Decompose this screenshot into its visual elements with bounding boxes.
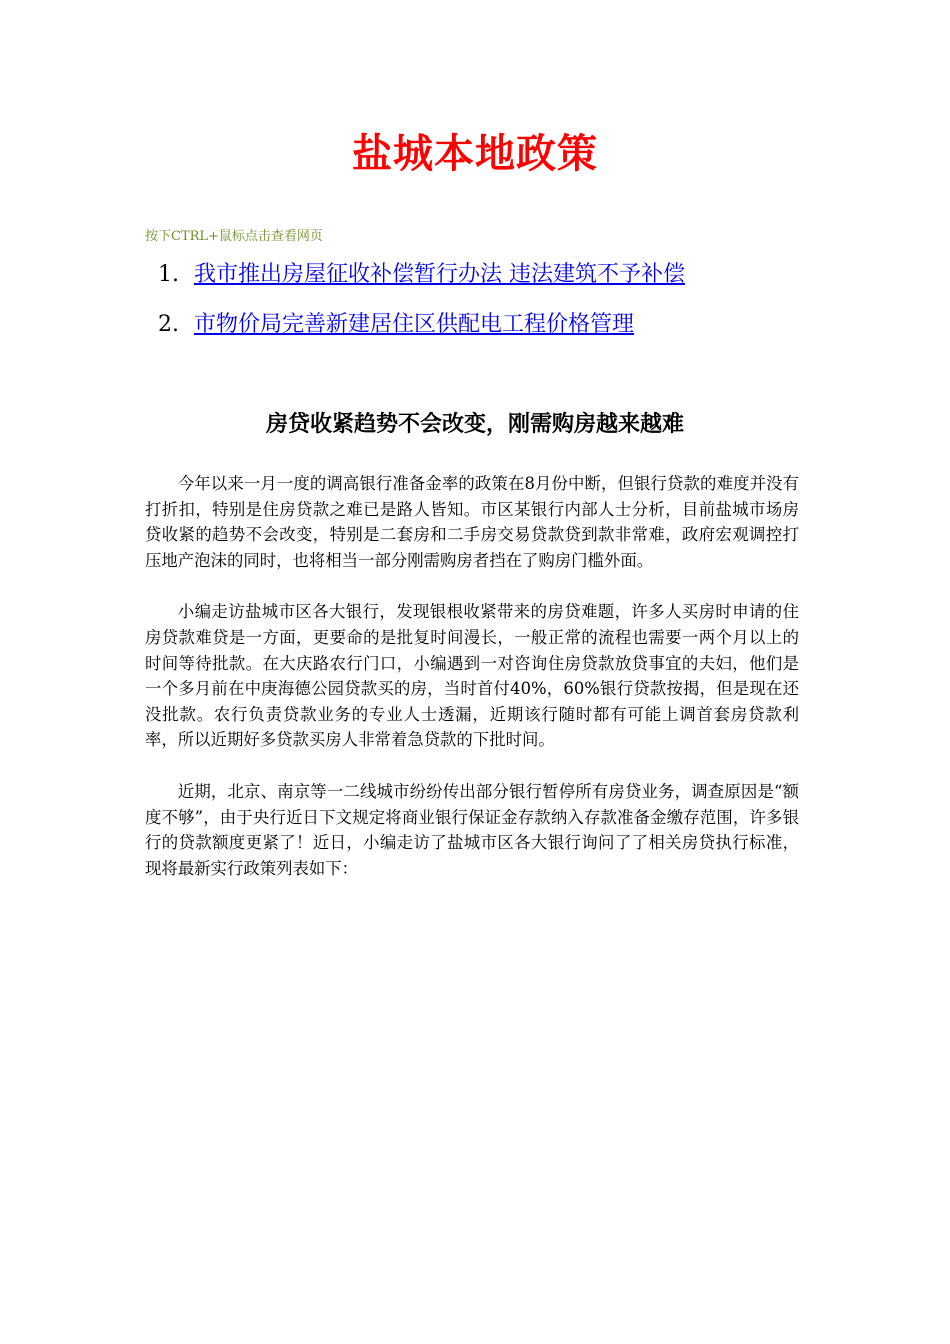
article-paragraph: 今年以来一月一度的调高银行准备金率的政策在8月份中断，但银行贷款的难度并没有打折扣，特别是住房贷款之难已是路人皆知。市区某银行内部人士分析，目前盐城市场房贷收紧的趋势不会改变，特别是二套房和二手房交易贷款贷到款非常难，政府宏观调控打压地产泡沫的同时，也将相当一部分刚需购房者挡在了购房门槛外面。 (145, 474, 799, 570)
article-paragraph: 小编走访盐城市区各大银行，发现银根收紧带来的房贷难题，许多人买房时申请的住房贷款难贷是一方面，更要命的是批复时间漫长，一般正常的流程也需要一两个月以上的时间等待批款。在大庆路农行门口，小编遇到一对咨询住房贷款放贷事宜的夫妇，他们是一个多月前在中庚海德公园贷款买的房，当时首付40%，60%银行贷款按揭，但是现在还没批款。农行负责贷款业务的专业人士透漏，近期该行随时都有可能上调首套房贷款利率，所以近期好多贷款买房人非常着急贷款的下批时间。 (145, 602, 799, 750)
policy-link-list (158, 256, 858, 356)
ctrl-click-hint: 按下CTRL+鼠标点击查看网页 (145, 229, 323, 244)
article-title: 房贷收紧趋势不会改变，刚需购房越来越难 (265, 411, 684, 437)
list-number: 2. (158, 312, 179, 337)
policy-link-housing-compensation[interactable]: 我市推出房屋征收补偿暂行办法 违法建筑不予补偿 (194, 262, 685, 287)
policy-link-power-supply-pricing[interactable]: 市物价局完善新建居住区供配电工程价格管理 (194, 312, 635, 337)
list-item (158, 256, 858, 306)
list-item (158, 306, 858, 356)
page-title: 盐城本地政策 (352, 130, 598, 177)
article-paragraph: 近期，北京、南京等一二线城市纷纷传出部分银行暂停所有房贷业务，调查原因是“额度不够”，由于央行近日下文规定将商业银行保证金存款纳入存款准备金缴存范围，许多银行的贷款额度更紧了！近日，小编走访了盐城市区各大银行询问了了相关房贷执行标准，现将最新实行政策列表如下： (145, 781, 799, 878)
list-number: 1. (158, 262, 179, 287)
article-body (145, 471, 799, 907)
